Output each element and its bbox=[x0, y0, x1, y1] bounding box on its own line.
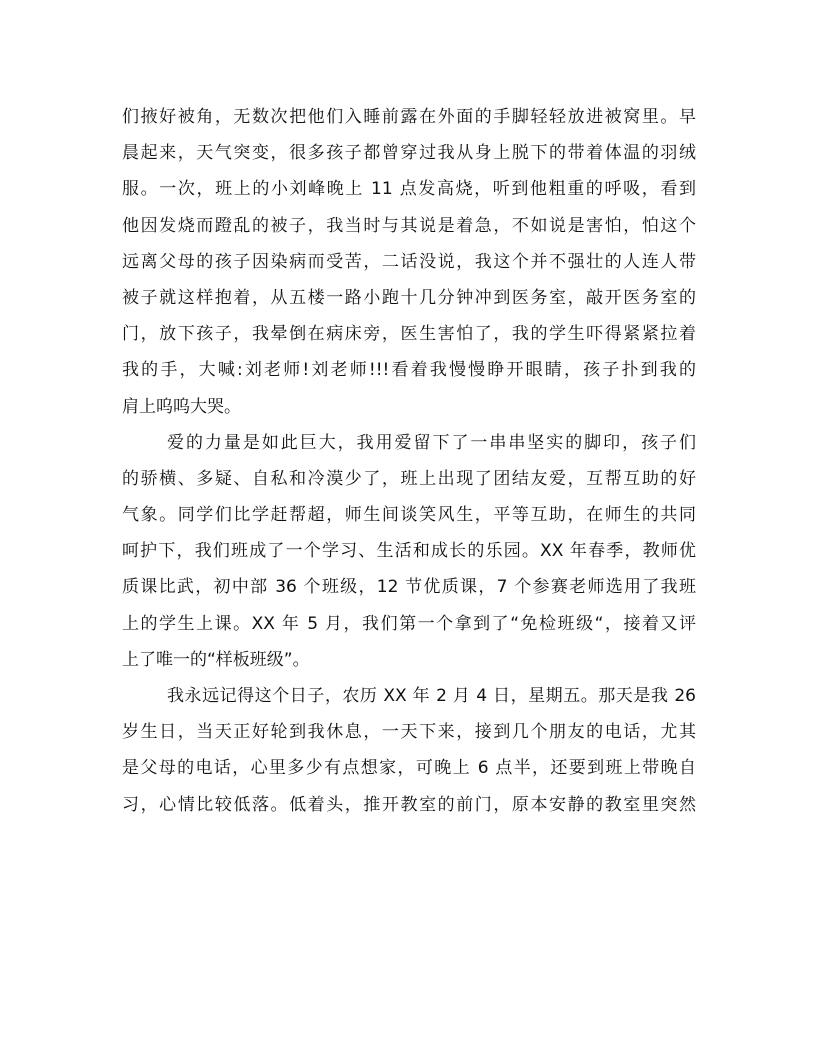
text-line: 肩上呜呜大哭。 bbox=[122, 396, 241, 417]
text-line: 他因发烧而蹬乱的被子，我当时与其说是着急，不如说是害怕，怕这个 bbox=[122, 215, 696, 236]
text-line: 门，放下孩子，我晕倒在病床旁，医生害怕了，我的学生吓得紧紧拉着 bbox=[122, 324, 696, 345]
text-line: 气象。同学们比学赶帮超，师生间谈笑风生，平等互助，在师生的共同 bbox=[122, 505, 696, 526]
text-line: 是父母的电话，心里多少有点想家，可晚上 6 点半，还要到班上带晚自 bbox=[122, 758, 696, 779]
text-line: 服。一次，班上的小刘峰晚上 11 点发高烧，听到他粗重的呼吸，看到 bbox=[122, 179, 696, 200]
text-line: 的骄横、多疑、自私和冷漠少了，班上出现了团结友爱，互帮互助的好 bbox=[122, 468, 696, 489]
paragraph-first-line: 我永远记得这个日子，农历 XX 年 2 月 4 日，星期五。那天是我 26 bbox=[167, 686, 696, 706]
text-line: 呵护下，我们班成了一个学习、生活和成长的乐园。XX 年春季，教师优 bbox=[122, 541, 696, 562]
text-line: 质课比武，初中部 36 个班级，12 节优质课，7 个参赛老师选用了我班 bbox=[122, 577, 696, 598]
body-text bbox=[122, 99, 696, 823]
text-line: 们掖好被角，无数次把他们入睡前露在外面的手脚轻轻放进被窝里。早 bbox=[122, 107, 696, 127]
text-line: 岁生日，当天正好轮到我休息，一天下来，接到几个朋友的电话，尤其 bbox=[122, 722, 696, 743]
text-line: 习，心情比较低落。低着头，推开教室的前门，原本安静的教室里突然 bbox=[122, 794, 696, 815]
paragraph-first-line: 爱的力量是如此巨大，我用爱留下了一串串坚实的脚印，孩子们 bbox=[167, 432, 696, 453]
text-line: 晨起来，天气突变，很多孩子都曾穿过我从身上脱下的带着体温的羽绒 bbox=[122, 143, 696, 164]
text-line: 上了唯一的“样板班级”。 bbox=[122, 649, 310, 670]
text-line: 上的学生上课。XX 年 5 月，我们第一个拿到了“免检班级“，接着又评 bbox=[122, 613, 696, 634]
text-line: 被子就这样抱着，从五楼一路小跑十几分钟冲到医务室，敲开医务室的 bbox=[122, 287, 696, 308]
text-line: 我的手，大喊:刘老师!刘老师!!!看着我慢慢睁开眼睛，孩子扑到我的 bbox=[122, 360, 696, 381]
text-line: 远离父母的孩子因染病而受苦，二话没说，我这个并不强壮的人连人带 bbox=[122, 251, 696, 272]
